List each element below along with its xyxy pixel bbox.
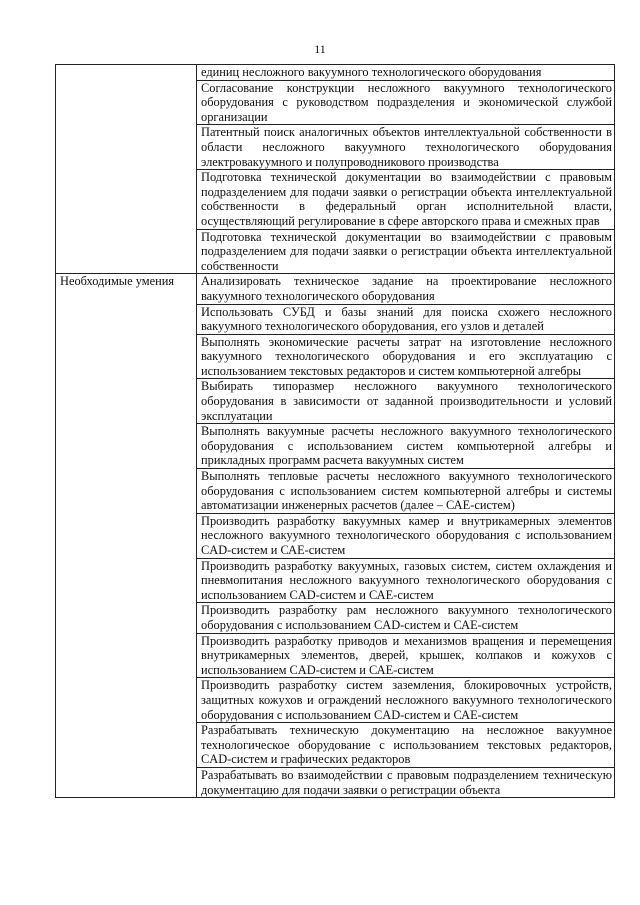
empty-label-cell <box>56 65 197 274</box>
table-row <box>56 65 615 81</box>
table-cell: Анализировать техническое задание на проектирование несложного вакуумного технологического оборудования <box>197 274 615 304</box>
table-cell: Выбирать типоразмер несложного вакуумного технологического оборудования в зависимости от заданной производительности и условий эксплуатации <box>197 379 615 424</box>
table-cell: Выполнять экономические расчеты затрат на изготовление несложного вакуумного технологического оборудования и его эксплуатацию с использованием текстовых редакторов и систем компьютерной алгебры <box>197 334 615 379</box>
table-cell: Выполнять вакуумные расчеты несложного вакуумного технологического оборудования с использованием систем компьютерной алгебры и прикладных программ расчета вакуумных систем <box>197 424 615 469</box>
table-cell: Выполнять тепловые расчеты несложного вакуумного технологического оборудования с использованием систем компьютерной алгебры и системы автоматизации инженерных расчетов (далее – САЕ-систем) <box>197 469 615 514</box>
table-row <box>56 274 615 304</box>
table-cell: Разрабатывать во взаимодействии с правовым подразделением техническую документацию для подачи заявки о регистрации объекта <box>197 767 615 797</box>
table-cell: Производить разработку рам несложного вакуумного технологического оборудования с использованием CAD-систем и САЕ-систем <box>197 603 615 633</box>
table-cell: Производить разработку вакуумных камер и внутрикамерных элементов несложного вакуумного технологического оборудования с использованием CAD-систем и САЕ-систем <box>197 513 615 558</box>
requirements-table <box>55 64 615 798</box>
page-number: 11 <box>314 42 326 56</box>
skills-label: Необходимые умения <box>56 274 197 798</box>
page-bottom-margin <box>0 851 640 905</box>
table-cell: Согласование конструкции несложного вакуумного технологического оборудования с руководством подразделения и экономической службой организации <box>197 80 615 125</box>
table-cell: Подготовка технической документации во взаимодействии с правовым подразделением для подачи заявки о регистрации объекта интеллектуальной собственности в федеральный орган исполнительной власти, осуществляющий регулирование в сфере авторского права и смежных прав <box>197 170 615 229</box>
table-cell: Подготовка технической документации во взаимодействии с правовым подразделением для подачи заявки о регистрации объекта интеллектуальной собственности <box>197 229 615 274</box>
table-cell: Разрабатывать техническую документацию на несложное вакуумное технологическое оборудование с использованием текстовых редакторов, CAD-систем и графических редакторов <box>197 723 615 768</box>
table-cell: Производить разработку вакуумных, газовых систем, систем охлаждения и пневмопитания несложного вакуумного технологического оборудования с использованием CAD-систем и САЕ-систем <box>197 558 615 603</box>
table-cell: единиц несложного вакуумного технологического оборудования <box>197 65 615 81</box>
table-cell: Использовать СУБД и базы знаний для поиска схожего несложного вакуумного технологического оборудования, его узлов и деталей <box>197 304 615 334</box>
table-cell: Производить разработку приводов и механизмов вращения и перемещения внутрикамерных элементов, дверей, крышек, колпаков и кожухов с использованием CAD-систем и САЕ-систем <box>197 633 615 678</box>
table-cell: Производить разработку систем заземления, блокировочных устройств, защитных кожухов и ограждений несложного вакуумного технологического оборудования с использованием CAD-систем и САЕ-систем <box>197 678 615 723</box>
table-cell: Патентный поиск аналогичных объектов интеллектуальной собственности в области несложного вакуумного технологического оборудования электровакуумного и полупроводникового производства <box>197 125 615 170</box>
